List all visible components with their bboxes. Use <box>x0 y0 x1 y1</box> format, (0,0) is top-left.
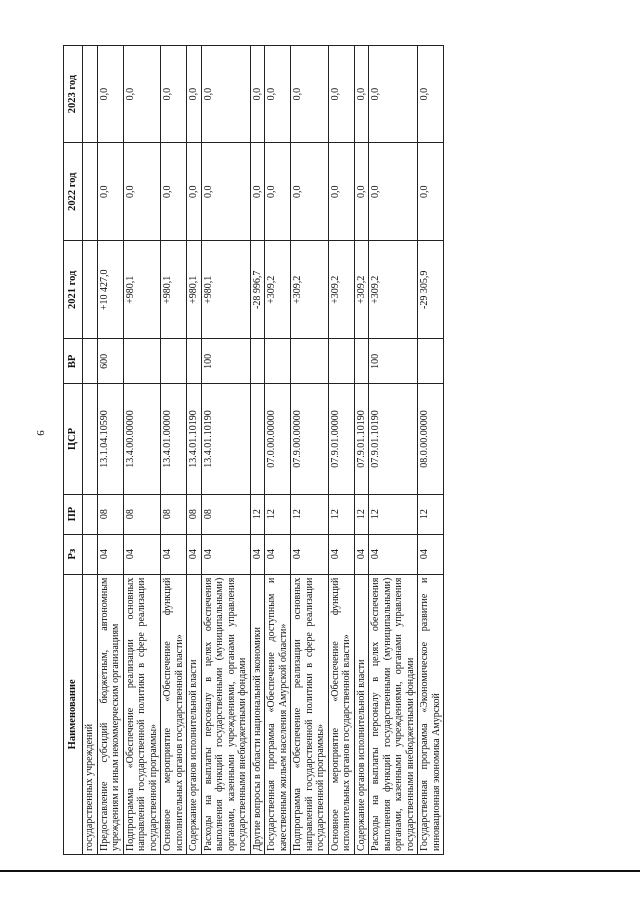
cell-csr <box>83 384 98 494</box>
table-row <box>201 46 250 855</box>
cell-pr: 12 <box>291 494 329 534</box>
cell-pr: 12 <box>265 494 291 534</box>
cell-2021: +309,2 <box>354 241 369 339</box>
header-vr: ВР <box>64 339 83 384</box>
rotated-table-container <box>63 45 585 855</box>
cell-name: Предоставление субсидий бюджетным, автономным учреждениям и иным некоммерческим организациям <box>97 574 123 854</box>
cell-pr: 08 <box>201 494 250 534</box>
table-row <box>265 46 291 855</box>
cell-name: Содержание органов исполнительной власти <box>354 574 369 854</box>
cell-2021: -29 305,9 <box>418 241 444 339</box>
cell-pr: 08 <box>161 494 187 534</box>
cell-csr: 13.4.01.00000 <box>161 384 187 494</box>
cell-csr: 07.0.00.00000 <box>265 384 291 494</box>
cell-name: Основное мероприятие «Обеспечение функций исполнительных органов государственной власти» <box>328 574 354 854</box>
cell-2023: 0,0 <box>187 46 202 143</box>
cell-2022: 0,0 <box>265 143 291 241</box>
cell-2023: 0,0 <box>97 46 123 143</box>
table-row <box>291 46 329 855</box>
cell-2023: 0,0 <box>265 46 291 143</box>
header-pr: ПР <box>64 494 83 534</box>
table-row <box>83 46 98 855</box>
cell-csr: 13.4.01.10190 <box>201 384 250 494</box>
table-row <box>187 46 202 855</box>
cell-2022: 0,0 <box>161 143 187 241</box>
cell-name: Подпрограмма «Обеспечение реализации основных направлений государственной политики в сфере реализации государственной программы» <box>123 574 161 854</box>
table-row <box>418 46 444 855</box>
cell-csr: 07.9.01.10190 <box>354 384 369 494</box>
cell-2022: 0,0 <box>123 143 161 241</box>
cell-2023: 0,0 <box>161 46 187 143</box>
cell-name: Основное мероприятие «Обеспечение функций исполнительных органов государственной власти» <box>161 574 187 854</box>
header-2021: 2021 год <box>64 241 83 339</box>
header-name: Наименование <box>64 574 83 854</box>
cell-vr <box>418 339 444 384</box>
table-row <box>97 46 123 855</box>
table-row <box>250 46 265 855</box>
cell-rz: 04 <box>201 534 250 574</box>
cell-pr: 08 <box>123 494 161 534</box>
cell-rz: 04 <box>123 534 161 574</box>
cell-csr: 13.1.04.10590 <box>97 384 123 494</box>
header-2022: 2022 год <box>64 143 83 241</box>
header-2023: 2023 год <box>64 46 83 143</box>
cell-rz: 04 <box>354 534 369 574</box>
table-row <box>161 46 187 855</box>
header-rz: Рз <box>64 534 83 574</box>
cell-csr: 07.9.01.10190 <box>369 384 418 494</box>
table-row <box>328 46 354 855</box>
cell-2022: 0,0 <box>328 143 354 241</box>
cell-2022: 0,0 <box>354 143 369 241</box>
cell-2021 <box>83 241 98 339</box>
cell-2021: +980,1 <box>187 241 202 339</box>
cell-csr: 13.4.00.00000 <box>123 384 161 494</box>
cell-2022: 0,0 <box>187 143 202 241</box>
cell-csr: 07.9.01.00000 <box>328 384 354 494</box>
cell-vr <box>161 339 187 384</box>
cell-rz: 04 <box>97 534 123 574</box>
header-csr: ЦСР <box>64 384 83 494</box>
cell-2021: +980,1 <box>123 241 161 339</box>
cell-2021: +309,2 <box>291 241 329 339</box>
cell-name: Другие вопросы в области национальной экономики <box>250 574 265 854</box>
cell-2022: 0,0 <box>201 143 250 241</box>
cell-pr <box>83 494 98 534</box>
cell-rz: 04 <box>265 534 291 574</box>
cell-vr <box>354 339 369 384</box>
table-row <box>354 46 369 855</box>
cell-vr <box>83 339 98 384</box>
cell-vr: 600 <box>97 339 123 384</box>
cell-name: Расходы на выплаты персоналу в целях обеспечения выполнения функций государственными (муниципальными) органами, казенными учреждениями, органами управления государственными внебюджетными фондами <box>201 574 250 854</box>
cell-vr <box>328 339 354 384</box>
cell-rz: 04 <box>187 534 202 574</box>
cell-2022: 0,0 <box>97 143 123 241</box>
bottom-rule <box>0 870 640 872</box>
cell-2023 <box>83 46 98 143</box>
table-row <box>369 46 418 855</box>
cell-2023: 0,0 <box>418 46 444 143</box>
cell-2022: 0,0 <box>291 143 329 241</box>
cell-csr: 07.9.00.00000 <box>291 384 329 494</box>
cell-vr <box>123 339 161 384</box>
cell-name: Содержание органов исполнительной власти <box>187 574 202 854</box>
cell-2023: 0,0 <box>354 46 369 143</box>
cell-2023: 0,0 <box>291 46 329 143</box>
cell-csr <box>250 384 265 494</box>
cell-rz: 04 <box>418 534 444 574</box>
cell-2021: +309,2 <box>369 241 418 339</box>
table-header-row <box>64 46 83 855</box>
cell-2022: 0,0 <box>369 143 418 241</box>
cell-2023: 0,0 <box>123 46 161 143</box>
cell-2023: 0,0 <box>250 46 265 143</box>
cell-csr: 08.0.00.00000 <box>418 384 444 494</box>
cell-vr <box>291 339 329 384</box>
cell-rz <box>83 534 98 574</box>
cell-2021: +10 427,0 <box>97 241 123 339</box>
cell-name: Расходы на выплаты персоналу в целях обеспечения выполнения функций государственными (муниципальными) органами, казенными учреждениями, органами управления государственными внебюджетными фондами <box>369 574 418 854</box>
cell-name: Подпрограмма «Обеспечение реализации основных направлений государственной политики в сфере реализации государственной программы» <box>291 574 329 854</box>
cell-2023: 0,0 <box>369 46 418 143</box>
cell-pr: 12 <box>328 494 354 534</box>
cell-rz: 04 <box>369 534 418 574</box>
cell-2023: 0,0 <box>201 46 250 143</box>
cell-2022: 0,0 <box>418 143 444 241</box>
cell-2021: -28 996,7 <box>250 241 265 339</box>
cell-pr: 08 <box>97 494 123 534</box>
cell-rz: 04 <box>250 534 265 574</box>
cell-2022 <box>83 143 98 241</box>
cell-vr <box>265 339 291 384</box>
cell-pr: 12 <box>354 494 369 534</box>
cell-2021: +309,2 <box>265 241 291 339</box>
cell-2022: 0,0 <box>250 143 265 241</box>
cell-vr: 100 <box>201 339 250 384</box>
table-row <box>123 46 161 855</box>
cell-pr: 08 <box>187 494 202 534</box>
cell-vr: 100 <box>369 339 418 384</box>
cell-csr: 13.4.01.10190 <box>187 384 202 494</box>
cell-pr: 12 <box>418 494 444 534</box>
cell-name: государственных учреждений <box>83 574 98 854</box>
cell-2023: 0,0 <box>328 46 354 143</box>
cell-name: Государственная программа «Обеспечение доступным и качественным жильем населения Амурской области» <box>265 574 291 854</box>
cell-2021: +309,2 <box>328 241 354 339</box>
cell-pr: 12 <box>369 494 418 534</box>
cell-rz: 04 <box>328 534 354 574</box>
cell-pr: 12 <box>250 494 265 534</box>
cell-vr <box>250 339 265 384</box>
cell-vr <box>187 339 202 384</box>
page-number: 9 <box>34 430 46 436</box>
cell-name: Государственная программа «Экономическое развитие и инновационная экономика Амурской <box>418 574 444 854</box>
cell-2021: +980,1 <box>201 241 250 339</box>
cell-2021: +980,1 <box>161 241 187 339</box>
cell-rz: 04 <box>161 534 187 574</box>
cell-rz: 04 <box>291 534 329 574</box>
budget-table <box>63 45 444 855</box>
